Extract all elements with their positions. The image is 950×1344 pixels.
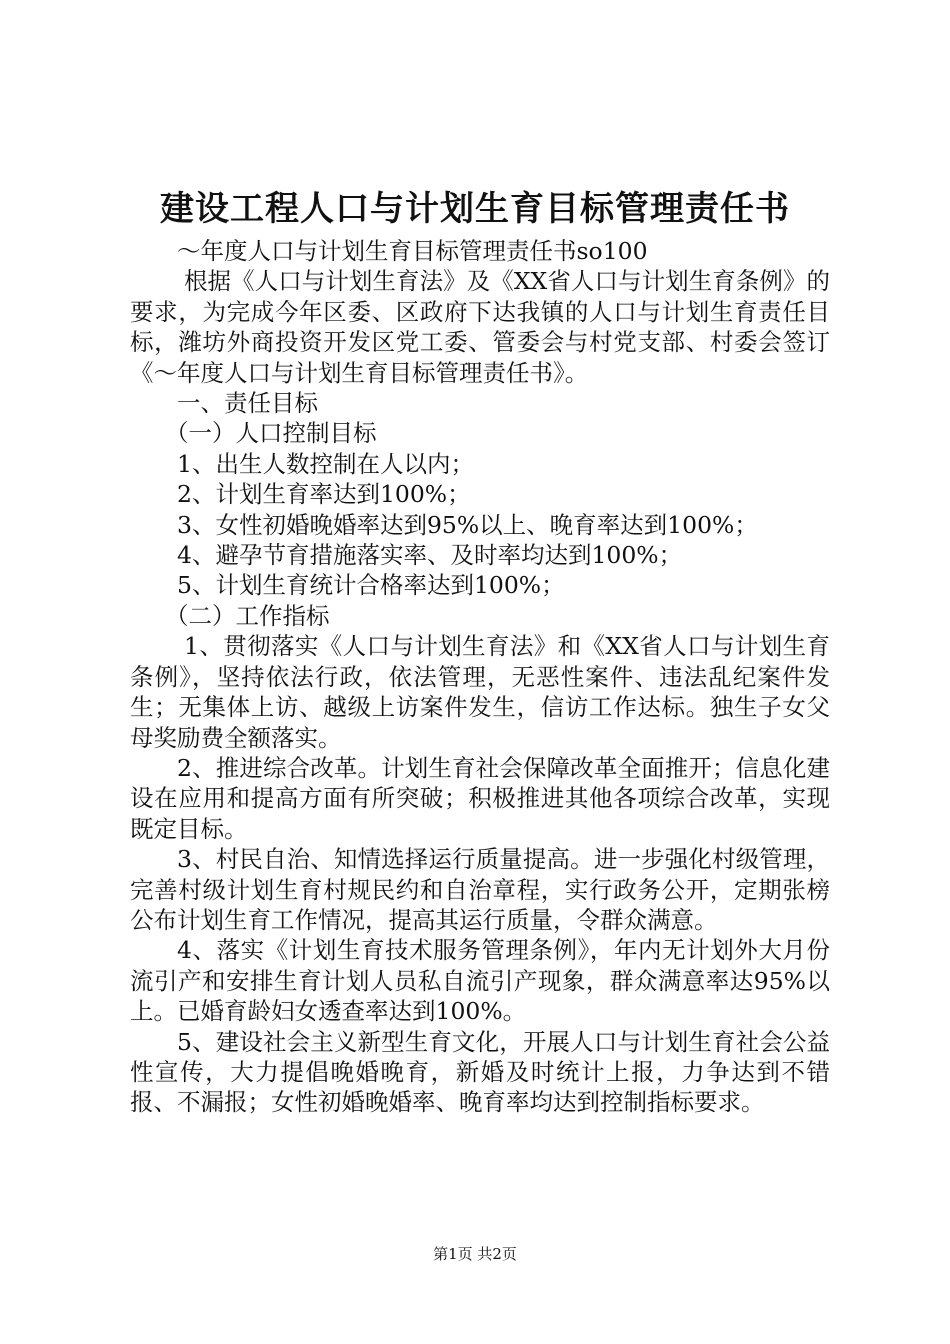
paragraph: 1、出生人数控制在人以内； <box>177 449 474 478</box>
paragraph: 5、建设社会主义新型生育文化，开展人口与计划生育社会公益性宣传，大力提倡晚婚晚育，新婚及时统计上报，力争达到不错报、不漏报；女性初婚晚婚率、晚育率均达到控制指标要求。 <box>130 1027 830 1117</box>
paragraph: 一、责任目标 <box>177 389 318 418</box>
paragraph: 根据《人口与计划生育法》及《XX省人口与计划生育条例》的要求，为完成今年区委、区政府下达我镇的人口与计划生育责任目标，潍坊外商投资开发区党工委、管委会与村党支部、村委会签订《～年度人口与计划生育目标管理责任书》。 <box>130 267 830 387</box>
paragraph: 1、贯彻落实《人口与计划生育法》和《XX省人口与计划生育条例》，坚持依法行政，依法管理，无恶性案件、违法乱纪案件发生；无集体上访、越级上访案件发生，信访工作达标。独生子女父母奖励费全额落实。 <box>130 632 830 752</box>
paragraph: 4、避孕节育措施落实率、及时率均达到100%； <box>177 541 683 570</box>
paragraph: 3、女性初婚晚婚率达到95%以上、晚育率达到100%； <box>177 510 758 539</box>
paragraph: （一）人口控制目标 <box>165 419 377 448</box>
paragraph: 3、村民自治、知情选择运行质量提高。进一步强化村级管理，完善村级计划生育村规民约和自治章程，实行政务公开，定期张榜公布计划生育工作情况，提高其运行质量，令群众满意。 <box>130 845 830 934</box>
page-footer: 第1页 共2页 <box>433 1245 517 1263</box>
paragraph: （二）工作指标 <box>165 601 330 630</box>
paragraph: 4、落实《计划生育技术服务管理条例》，年内无计划外大月份流引产和安排生育计划人员私自流引产现象，群众满意率达95%以上。已婚育龄妇女透查率达到100%。 <box>130 936 830 1026</box>
document-title: 建设工程人口与计划生育目标管理责任书 <box>160 189 790 229</box>
paragraph: 2、推进综合改革。计划生育社会保障改革全面推开；信息化建设在应用和提高方面有所突破；积极推进其他各项综合改革，实现既定目标。 <box>130 753 830 843</box>
paragraph: ～年度人口与计划生育目标管理责任书so100 <box>177 237 648 265</box>
document-body <box>130 236 830 1118</box>
paragraph: 2、计划生育率达到100%； <box>177 480 471 509</box>
paragraph: 5、计划生育统计合格率达到100%； <box>177 571 565 600</box>
